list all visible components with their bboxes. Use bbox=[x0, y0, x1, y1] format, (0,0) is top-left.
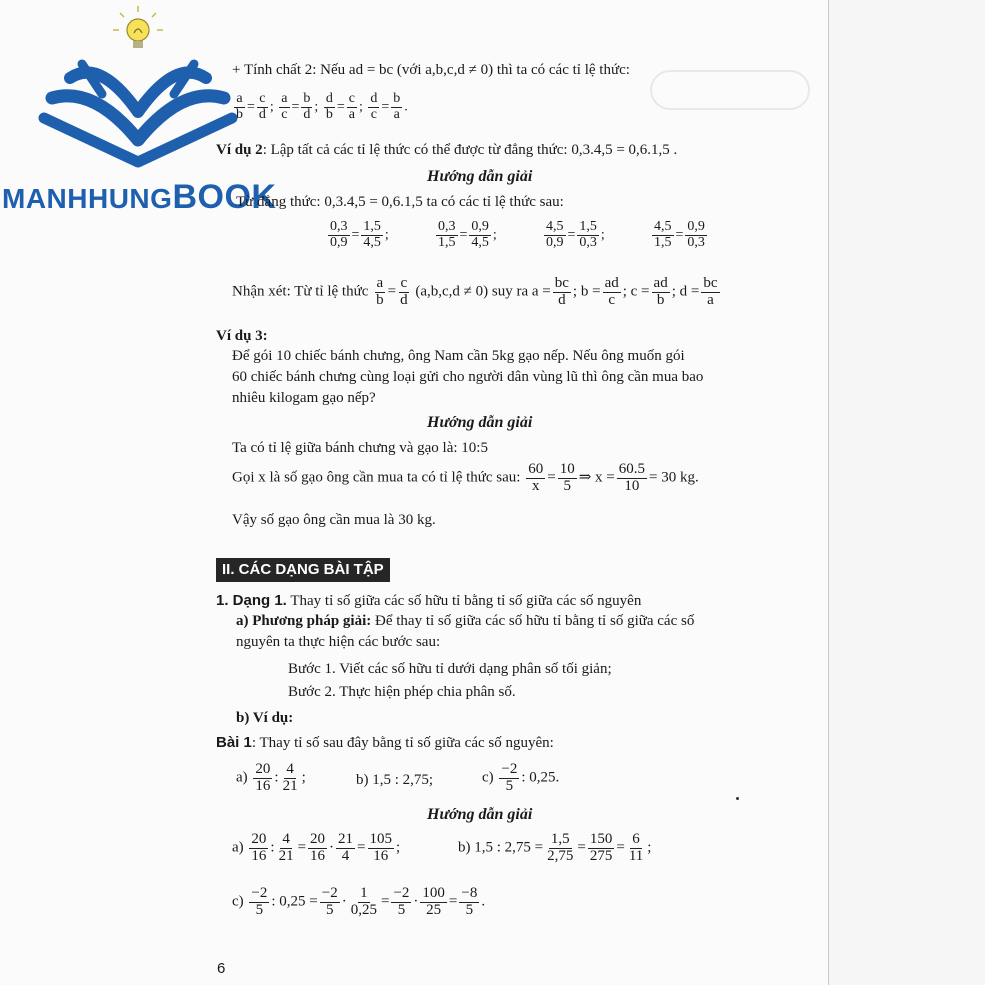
proportion-1: $\frac{0,3}{0,9}$ = $\frac{1,5}{4,5}$ ; bbox=[330, 219, 389, 250]
step-2: Bước 2. Thực hiện phép chia phân số. bbox=[288, 684, 516, 700]
ghost-stamp bbox=[650, 70, 810, 110]
open-book-icon bbox=[44, 64, 232, 162]
example-3-line-2: 60 chiếc bánh chưng cùng loại gửi cho người dân vùng lũ thì ông cần mua bao bbox=[232, 369, 704, 385]
example-2-text: : Lập tất cả các tỉ lệ thức có thể được từ đẳng thức: 0,3.4,5 = 0,6.1,5 . bbox=[262, 142, 678, 158]
remark-text-b: (a,b,c,d ≠ 0) suy ra bbox=[415, 283, 529, 300]
stray-dot bbox=[736, 797, 739, 800]
guide-heading-1: Hướng dẫn giải bbox=[427, 168, 533, 185]
example-3-line-3: nhiêu kilogam gạo nếp? bbox=[232, 390, 376, 406]
method-line-1 bbox=[236, 613, 694, 630]
section-heading: II. CÁC DẠNG BÀI TẬP bbox=[216, 558, 390, 582]
property-2-text: + Tính chất 2: Nếu ad = bc (với a,b,c,d ≠ 0) thì ta có các tỉ lệ thức: bbox=[232, 62, 630, 78]
x-equation-text: Gọi x là số gạo ông cần mua ta có tỉ lệ thức sau: bbox=[232, 469, 521, 486]
guide-heading-3: Hướng dẫn giải bbox=[427, 806, 533, 823]
exercise-1-a: a) $\frac{20}{16}$ : $\frac{4}{21}$ ; bbox=[236, 761, 306, 794]
x-equation: Gọi x là số gạo ông cần mua ta có tỉ lệ thức sau: $\frac{60}{x}$ = $\frac{10}{5}$ ⇒ x = $\frac{60.5}{10}$ = 30 kg. bbox=[232, 461, 699, 494]
solution-a: a) $\frac{20}{16}$ : $\frac{4}{21}$ = $\frac{20}{16}$ · $\frac{21}{4}$ = $\frac{105}{16}$ ; bbox=[232, 831, 401, 864]
page-number: 6 bbox=[217, 960, 226, 977]
ratio-statement: Ta có tỉ lệ giữa bánh chưng và gạo là: 10:5 bbox=[232, 440, 488, 456]
brand-name-a: MANHHUNG bbox=[2, 183, 173, 214]
type-1 bbox=[216, 592, 641, 610]
exercise-1-text: : Thay tỉ số sau đây bằng tỉ số giữa các số nguyên: bbox=[251, 735, 554, 751]
derived-proportions-intro: Từ đẳng thức: 0,3.4,5 = 0,6.1,5 ta có các tỉ lệ thức sau: bbox=[236, 194, 564, 210]
example-2-label: Ví dụ 2 bbox=[216, 142, 263, 158]
remark-text-a: Nhận xét: Từ tỉ lệ thức bbox=[232, 283, 369, 300]
conclusion: Vậy số gạo ông cần mua là 30 kg. bbox=[232, 512, 436, 528]
proportion-2: $\frac{0,3}{1,5}$ = $\frac{0,9}{4,5}$ ; bbox=[438, 219, 497, 250]
guide-heading-2: Hướng dẫn giải bbox=[427, 414, 533, 431]
lightbulb-icon bbox=[113, 6, 163, 48]
example-2 bbox=[216, 142, 677, 159]
exercise-1 bbox=[216, 734, 554, 752]
brand-name-b: BOOK bbox=[172, 178, 277, 216]
examples-label: b) Ví dụ: bbox=[236, 710, 294, 726]
method-label: a) Phương pháp giải: bbox=[236, 613, 372, 629]
example-3-line-1: Để gói 10 chiếc bánh chưng, ông Nam cần 5kg gạo nếp. Nếu ông muốn gói bbox=[232, 348, 685, 364]
type-1-label: 1. Dạng 1. bbox=[216, 592, 287, 609]
example-3-label: Ví dụ 3: bbox=[216, 328, 268, 344]
proportion-4: $\frac{4,5}{1,5}$ = $\frac{0,9}{0,3}$ bbox=[654, 219, 705, 250]
page-fold bbox=[828, 0, 829, 985]
type-1-text: Thay tỉ số giữa các số hữu tỉ bằng tỉ số giữa các số nguyên bbox=[290, 593, 642, 609]
solution-c: c) $\frac{-2}{5}$ : 0,25 = $\frac{-2}{5}$ · $\frac{1}{0,25}$ = $\frac{-2}{5}$ · $\frac{100}{25}$ = $\frac{-8}{5}$ . bbox=[232, 885, 486, 918]
exercise-1-b: b) 1,5 : 2,75; bbox=[356, 772, 434, 788]
method-line-2: nguyên ta thực hiện các bước sau: bbox=[236, 634, 441, 650]
proportions-list: $\frac{a}{b}$ = $\frac{c}{d}$ ; $\frac{a}{c}$ = $\frac{b}{d}$ ; $\frac{d}{b}$ = $\frac{c}{a}$ ; $\frac{d}{c}$ = $\frac{b}{a}$ . bbox=[236, 91, 408, 122]
exercise-1-c: c) $\frac{-2}{5}$ : 0,25. bbox=[482, 761, 560, 794]
adjacent-page bbox=[829, 0, 985, 985]
remark: Nhận xét: Từ tỉ lệ thức $\frac{a}{b}$ = $\frac{c}{d}$ (a,b,c,d ≠ 0) suy ra a = $\frac{bc}{d}$ ; b = $\frac{ad}{c}$ ; c = $\frac{ad}{b}$ ; d = $\frac{bc}{a}$ bbox=[232, 275, 718, 308]
solution-b: b) 1,5 : 2,75 = $\frac{1,5}{2,75}$ = $\frac{150}{275}$ = $\frac{6}{11}$ ; bbox=[458, 831, 652, 864]
proportion-3: $\frac{4,5}{0,9}$ = $\frac{1,5}{0,3}$ ; bbox=[546, 219, 605, 250]
exercise-1-label: Bài 1 bbox=[216, 734, 252, 751]
step-1: Bước 1. Viết các số hữu tỉ dưới dạng phân số tối giản; bbox=[288, 661, 612, 677]
method-text: Để thay tỉ số giữa các số hữu tỉ bằng tỉ số giữa các số bbox=[375, 613, 695, 629]
